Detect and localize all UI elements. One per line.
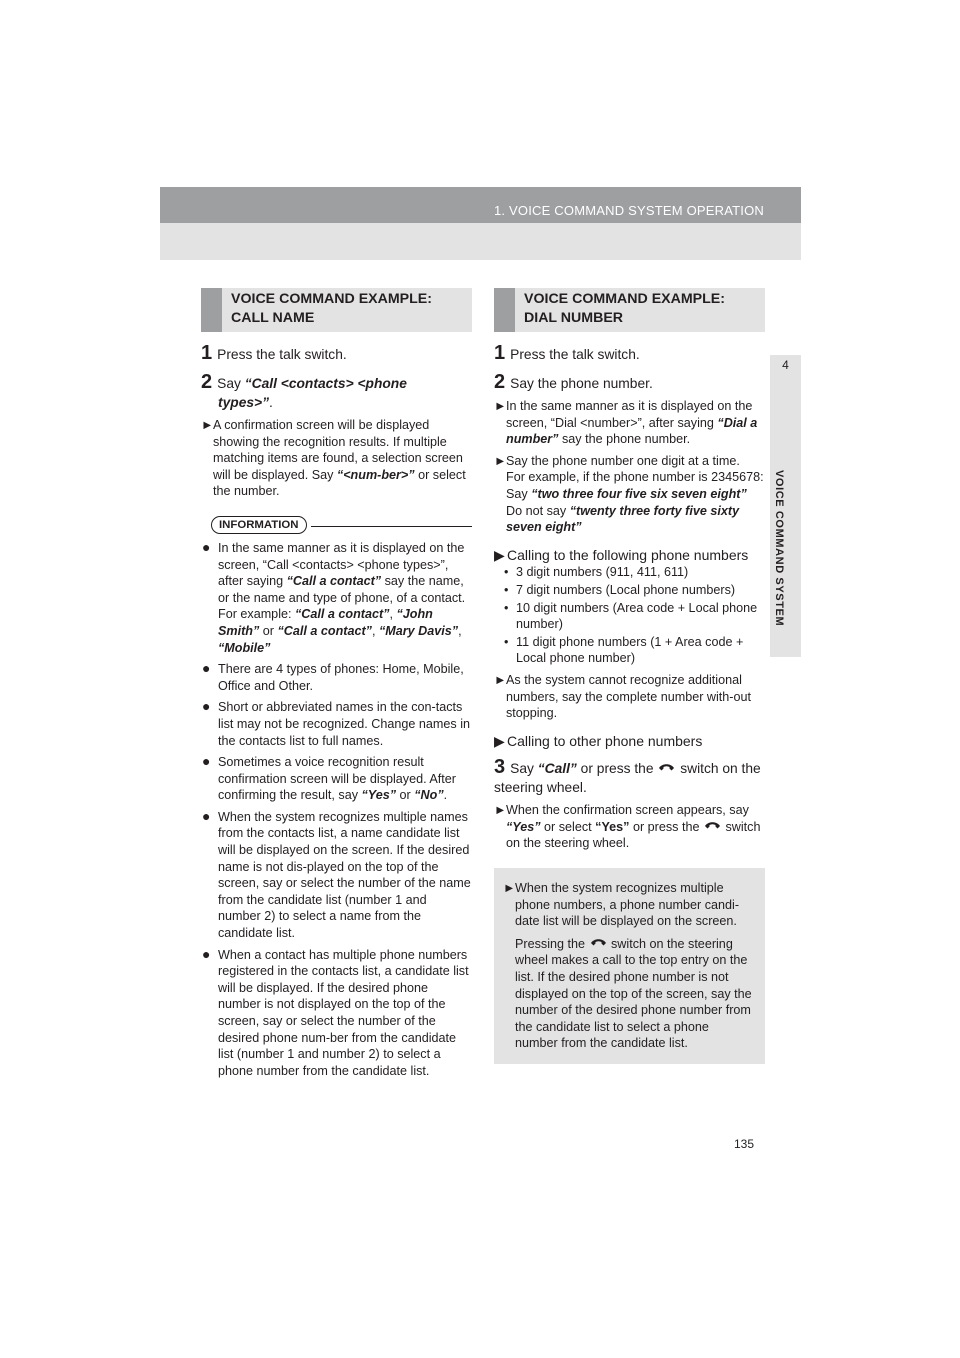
subheading-text: Calling to other phone numbers xyxy=(507,732,703,749)
info-item xyxy=(201,809,472,942)
step-number: 2 xyxy=(201,371,213,393)
dot-bullet-icon: ● xyxy=(202,538,211,555)
voice-command: “Yes” xyxy=(361,788,397,803)
banner-line: VOICE COMMAND EXAMPLE: xyxy=(524,291,725,307)
information-section xyxy=(201,516,472,1079)
note-paragraph xyxy=(503,936,755,1052)
list-item-text: 3 digit numbers (911, 411, 611) xyxy=(516,565,689,580)
triangle-bullet-icon: ► xyxy=(494,399,507,413)
info-text: or xyxy=(396,788,415,803)
header-subbar xyxy=(160,223,801,260)
info-text: say the name, or the name and type of phone, of a contact. For example: xyxy=(218,574,466,622)
note-text: When the system recognizes multiple phone numbers, a phone number candi-date list will be displayed on the screen. xyxy=(515,881,740,929)
info-text: , xyxy=(458,623,462,638)
triangle-bullet-icon: ► xyxy=(494,803,507,818)
info-text: or xyxy=(259,623,278,638)
left-section-banner xyxy=(201,288,472,332)
step-number: 1 xyxy=(201,342,213,364)
bullet xyxy=(494,802,765,852)
information-label: INFORMATION xyxy=(211,516,307,534)
step-text: or press the xyxy=(576,761,658,777)
info-item xyxy=(201,699,472,749)
bullet-text: A confirmation screen will be displayed showing the recognition results. If multiple matching items are found, a selection screen will be displayed. Say xyxy=(213,418,463,482)
info-item xyxy=(201,947,472,1080)
step-2 xyxy=(494,373,765,393)
chapter-number: 4 xyxy=(782,358,789,372)
step-text: Say xyxy=(510,761,538,777)
step-number: 1 xyxy=(494,342,506,364)
dot-bullet-icon: ● xyxy=(202,698,211,715)
info-text: , xyxy=(371,623,379,638)
phone-switch-icon xyxy=(589,937,608,951)
bullet xyxy=(201,417,472,500)
screen-button-name: “Yes” xyxy=(595,819,630,834)
banner-line: VOICE COMMAND EXAMPLE: xyxy=(231,291,432,307)
note-text: switch on the steering wheel makes a call to the top entry on the list. If the desired phone number is not displayed on the top of the screen, say the number of the desired phone number from the candidate list to select a phone number from the candidate list. xyxy=(515,936,752,1051)
subheading-text: Calling to the following phone numbers xyxy=(507,546,749,563)
bullet-text: Do not say xyxy=(506,503,570,518)
bullet xyxy=(494,398,765,448)
info-text: . xyxy=(443,788,448,803)
info-text: In the same manner as it is displayed on the screen, “Call <contacts> <phone types>”, after saying xyxy=(218,540,465,589)
info-text: When the system recognizes multiple names from the contacts list, a name candidate list will be displayed on the screen. If the desired name is not dis-played on the top of the screen, say or select the number of the name from the candidate list (number 1 and number 2) to select a name from the candidate list. xyxy=(218,809,471,941)
voice-command: “Mary Davis” xyxy=(378,623,459,638)
voice-command: “Call a contact” xyxy=(277,623,372,638)
step-text: Press the talk switch. xyxy=(510,347,640,362)
divider xyxy=(311,526,472,535)
info-item xyxy=(201,754,472,804)
step-text: Say xyxy=(217,376,245,391)
info-item xyxy=(201,661,472,694)
bullet-text: When the confirmation screen appears, say xyxy=(506,803,749,818)
step-3 xyxy=(494,758,765,797)
dot-bullet-icon: ● xyxy=(202,945,211,962)
triangle-bullet-icon: ► xyxy=(503,881,516,896)
list-item-text: 7 digit numbers (Local phone numbers) xyxy=(516,582,736,597)
info-text: Short or abbreviated names in the con-tacts list may not be recognized. Change names in the contacts list to full names. xyxy=(218,700,471,748)
phone-switch-icon xyxy=(703,820,722,834)
step-text: . xyxy=(269,395,273,410)
voice-command: “twenty three forty five sixty seven eight” xyxy=(506,503,740,535)
voice-command: “Call a contact” xyxy=(295,607,390,622)
bullet-text: In the same manner as it is displayed on the screen, “Dial <number>”, after saying xyxy=(506,399,753,430)
step-1 xyxy=(201,344,472,364)
voice-command: “No” xyxy=(414,788,444,803)
voice-command: “Call a contact” xyxy=(286,574,382,589)
dot-bullet-icon: ● xyxy=(202,807,211,824)
note-text: Pressing the xyxy=(515,936,589,951)
voice-command: “Yes” xyxy=(506,819,541,834)
list-item xyxy=(494,600,765,633)
left-column xyxy=(201,288,472,1079)
step-text: switch on the steering wheel. xyxy=(494,761,761,796)
info-text: Sometimes a voice recognition result confirmation screen will be displayed. After confirming the result, say xyxy=(218,755,456,803)
subheading xyxy=(494,547,765,564)
voice-command: “Dial a number” xyxy=(506,415,758,447)
step-2 xyxy=(201,373,472,412)
small-dot-icon: • xyxy=(504,634,509,649)
bullet xyxy=(494,672,765,722)
bullet xyxy=(494,453,765,536)
bullet-text: Say the phone number one digit at a time. xyxy=(506,453,740,468)
list-item xyxy=(494,582,765,599)
step-text: Say the phone number. xyxy=(510,376,653,391)
arrow-right-icon: ▶ xyxy=(494,546,505,563)
page-number: 135 xyxy=(734,1137,755,1151)
bullet-text: or press the xyxy=(629,819,703,834)
bullet-text: For example, if the phone number is 2345678: xyxy=(506,470,764,485)
banner-line: DIAL NUMBER xyxy=(524,310,624,326)
small-dot-icon: • xyxy=(504,600,509,615)
right-section-banner xyxy=(494,288,765,332)
voice-command: “Call <contacts> <phone xyxy=(244,376,407,391)
arrow-right-icon: ▶ xyxy=(494,732,505,749)
step-number: 3 xyxy=(494,756,506,779)
bullet-text: As the system cannot recognize additional numbers, say the complete number with-out stopping. xyxy=(506,672,751,721)
section-title: 1. VOICE COMMAND SYSTEM OPERATION xyxy=(493,203,764,218)
voice-command: “John Smith” xyxy=(218,607,433,638)
small-dot-icon: • xyxy=(504,582,509,597)
list-item xyxy=(494,634,765,667)
small-dot-icon: • xyxy=(504,565,509,580)
bullet-text: say the phone number. xyxy=(558,432,691,447)
dot-bullet-icon: ● xyxy=(202,660,211,677)
step-number: 2 xyxy=(494,371,506,393)
bullet-text: switch on the steering wheel. xyxy=(506,819,761,851)
voice-command: types>” xyxy=(218,395,269,410)
voice-command: “<num-ber>” xyxy=(336,467,415,482)
chapter-label: VOICE COMMAND SYSTEM xyxy=(773,470,785,627)
triangle-bullet-icon: ► xyxy=(494,672,507,687)
note-box xyxy=(494,868,765,1064)
bullet xyxy=(503,880,755,930)
step-text: Press the talk switch. xyxy=(217,347,347,362)
info-text: , xyxy=(389,607,397,622)
list-item-text: 10 digit numbers (Area code + Local phone number) xyxy=(516,600,758,632)
info-text: When a contact has multiple phone numbers registered in the contacts list, a candidate list will be displayed. If the desired phone number is not displayed on the top of the screen, say or select the number of the desired phone num-ber from the candidate list (number 1 and number 2) to select a phone number from the candidate list. xyxy=(218,947,469,1078)
dot-bullet-icon: ● xyxy=(202,753,211,770)
right-column xyxy=(494,288,765,1064)
bullet-text: Say xyxy=(506,486,532,501)
step-1 xyxy=(494,344,765,364)
voice-command: “Call” xyxy=(537,761,577,777)
list-item-text: 11 digit phone numbers (1 + Area code + Local phone number) xyxy=(516,634,744,666)
triangle-bullet-icon: ► xyxy=(201,418,214,432)
bullet-text: or select xyxy=(540,819,596,834)
list-item xyxy=(494,564,765,581)
info-text: There are 4 types of phones: Home, Mobile, Office and Other. xyxy=(218,662,464,693)
banner-line: CALL NAME xyxy=(231,310,315,326)
voice-command: “two three four five six seven eight” xyxy=(531,486,747,501)
subheading xyxy=(494,733,765,750)
voice-command: “Mobile” xyxy=(218,640,271,655)
phone-switch-icon xyxy=(657,762,676,776)
info-item xyxy=(201,540,472,656)
bullet-text: or select the number. xyxy=(213,467,466,499)
triangle-bullet-icon: ► xyxy=(494,453,507,468)
